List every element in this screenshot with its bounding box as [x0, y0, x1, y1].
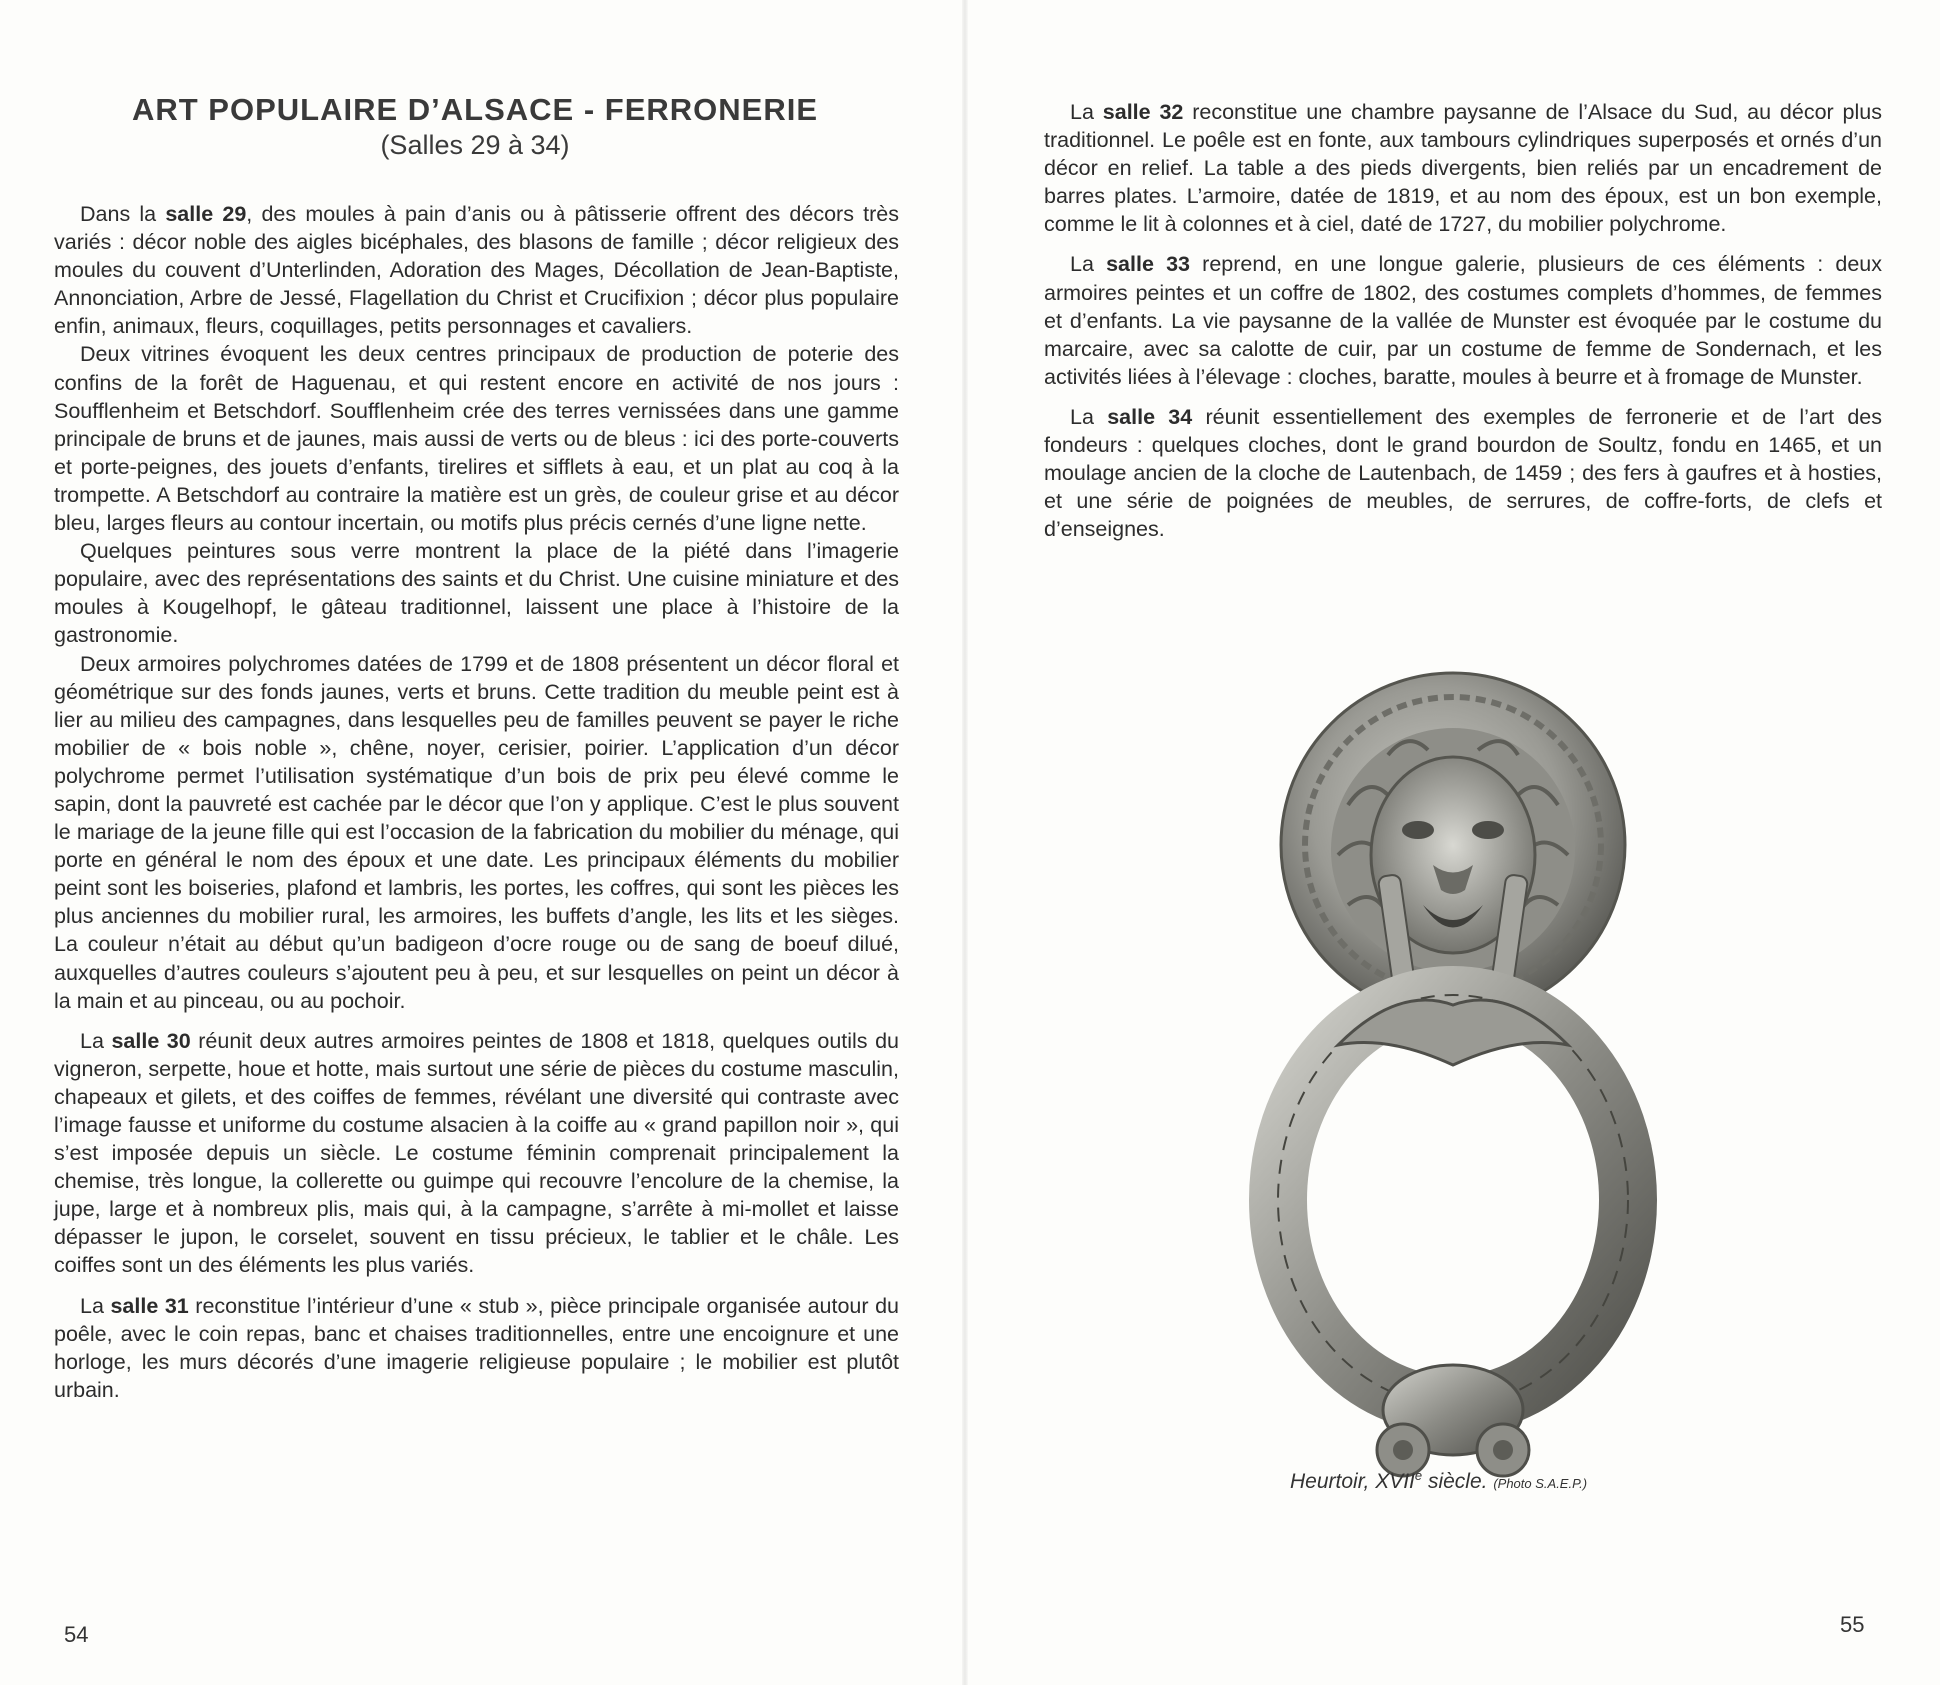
paragraph-poterie: Deux vitrines évoquent les deux centres principaux de production de poterie des confins de la forêt de Haguenau, et qui restent encore en activité de nos jours : Soufflenheim et Betschdorf. Soufflenheim crée des terres vernissées dans une gamme principale de bruns et de jaunes, mais aussi de verts ou de bleus : ici des porte-couverts et porte-peignes, des jouets d’enfants, tirelires et sifflets à eau, et un plat au coq à la trompette. A Betschdorf au contraire la matière est un grès, de couleur grise et au décor bleu, larges fleurs au contour incertain, ou motifs plus précis cernés d’une ligne nette. — [54, 342, 899, 536]
paragraph-salle-29: Dans la salle 29, des moules à pain d’anis ou à pâtisserie offrent des décors très variés : décor noble des aigles bicéphales, des blasons de famille ; décor religieux des moules du couvent d’Unterlinden, Adoration des Mages, Décollation de Jean-Baptiste, Annonciation, Arbre de Jessé, Flagellation du Christ et Crucifixion ; décor plus populaire enfin, animaux, fleurs, coquillages, petits personnages et cavaliers. — [54, 202, 899, 339]
room-label: salle 29 — [165, 202, 247, 226]
room-label: salle 34 — [1107, 404, 1193, 429]
room-label: salle 32 — [1102, 100, 1184, 124]
room-label: salle 31 — [110, 1293, 189, 1318]
paragraph-salle-32: La salle 32 reconstitue une chambre paysanne de l’Alsace du Sud, au décor plus traditionnel. Le poêle est en fonte, aux tambours cylindriques superposés et ornés d’un décor en relief. La table a des pieds divergents, bien reliés par un encadrement de barres plates. L’armoire, datée de 1819, et au nom des époux, est un bon exemple, comme le lit à colonnes et à ciel, daté de 1727, du mobilier polychrome. — [1044, 100, 1882, 237]
paragraph-salle-34: La salle 34 réunit essentiellement des exemples de ferronerie et de l’art des fondeurs : quelques cloches, dont le grand bourdon de Soultz, fondu en 1465, et un moulage ancien de la cloche de Lautenbach, de 1459 ; des fers à gaufres et à hosties, et une série de poignées de meubles, de serrures, de coffre-forts, de clefs et d’enseignes. — [1044, 404, 1882, 542]
door-knocker-photo — [1218, 665, 1688, 1495]
figure-caption: Heurtoir, XVIIe siècle. (Photo S.A.E.P.) — [1290, 1468, 1588, 1493]
chapter-subtitle: (Salles 29 à 34) — [380, 130, 570, 160]
right-text-column — [1044, 98, 1882, 543]
paragraph-salle-33: La salle 33 reprend, en une longue galerie, plusieurs de ces éléments : deux armoires peintes et un coffre de 1802, des costumes complets d’hommes, de femmes et d’enfants. La vie paysanne de la vallée de Munster est évoquée par le costume du marcaire, avec sa calotte de cuir, par un costume de femme de Sondernach, et les activités liées à l’élevage : cloches, baratte, moules à beurre et à fromage de Munster. — [1044, 252, 1883, 389]
page-number-left: 54 — [64, 1622, 89, 1647]
paragraph-salle-31: La salle 31 reconstitue l’intérieur d’une « stub », pièce principale organisée autour du poêle, avec le coin repas, banc et chaises traditionnelles, entre une encoignure et une horloge, les murs décorés d’une imagerie religieuse populaire ; le mobilier est plutôt urbain. — [54, 1293, 899, 1402]
room-label: salle 33 — [1106, 252, 1190, 277]
right-page — [960, 0, 1940, 1685]
page-number-right: 55 — [1840, 1612, 1865, 1637]
paragraph-armoires: Deux armoires polychromes datées de 1799 et de 1808 présentent un décor floral et géométrique sur des fonds jaunes, verts et bruns. Cette tradition du meuble peint est à lier au milieu des campagnes, dans lesquelles peu de familles peuvent se payer le riche mobilier de « bois noble », chêne, noyer, cerisier, poirier. L’application d’un décor polychrome permet l’utilisation systématique d’un bois de prix peu élevé comme le sapin, dont la pauvreté est cachée par le décor que l’on y applique. C’est le plus souvent le mariage de la jeune fille qui est l’occasion de la fabrication du mobilier du ménage, qui porte en général le nom des époux et une date. Les principaux éléments du mobilier peint sont les boiseries, plafond et lambris, les portes, les coffres, qui sont les pièces les plus anciennes du mobilier rural, les armoires, les buffets d’angle, les lits et les sièges. La couleur n’était au début qu’un badigeon d’ocre rouge ou de sang de boeuf dilué, auxquelles d’autres couleurs s’ajoutent peu à peu, et sur lesquelles on peint un décor à la main et au pinceau, ou au pochoir. — [54, 651, 899, 1013]
chapter-title: ART POPULAIRE D’ALSACE - FERRONERIE — [131, 92, 819, 127]
paragraph-salle-30: La salle 30 réunit deux autres armoires peintes de 1808 et 1818, quelques outils du vigneron, serpette, houe et hotte, mais surtout une série de pièces du costume masculin, chapeaux et gilets, et des coiffes de femmes, révélant une diversité qui contraste avec l’image fausse et uniforme du costume alsacien à la coiffe au « grand papillon noir », qui s’est imposée depuis un siècle. Le costume féminin comprenait principalement la chemise, très longue, la collerette ou guimpe qui recouvre l’encolure de la chemise, la jupe, large et à nombreux plis, mais qui, à la campagne, s’arrête à mi-mollet et laisse dépasser le jupon, le corselet, souvent en tissu précieux, le tablier et le châle. Les coiffes sont un des éléments les plus variés. — [54, 1028, 899, 1278]
paragraph-peintures: Quelques peintures sous verre montrent la place de la piété dans l’imagerie populaire, avec des représentations des saints et du Christ. Une cuisine miniature et des moules à Kougelhopf, le gâteau traditionnel, laissent une place à l’histoire de la gastronomie. — [54, 539, 899, 648]
left-page — [0, 0, 960, 1685]
photo-credit: (Photo S.A.E.P.) — [1493, 1476, 1588, 1491]
left-text-column — [54, 200, 899, 1404]
room-label: salle 30 — [111, 1028, 191, 1053]
